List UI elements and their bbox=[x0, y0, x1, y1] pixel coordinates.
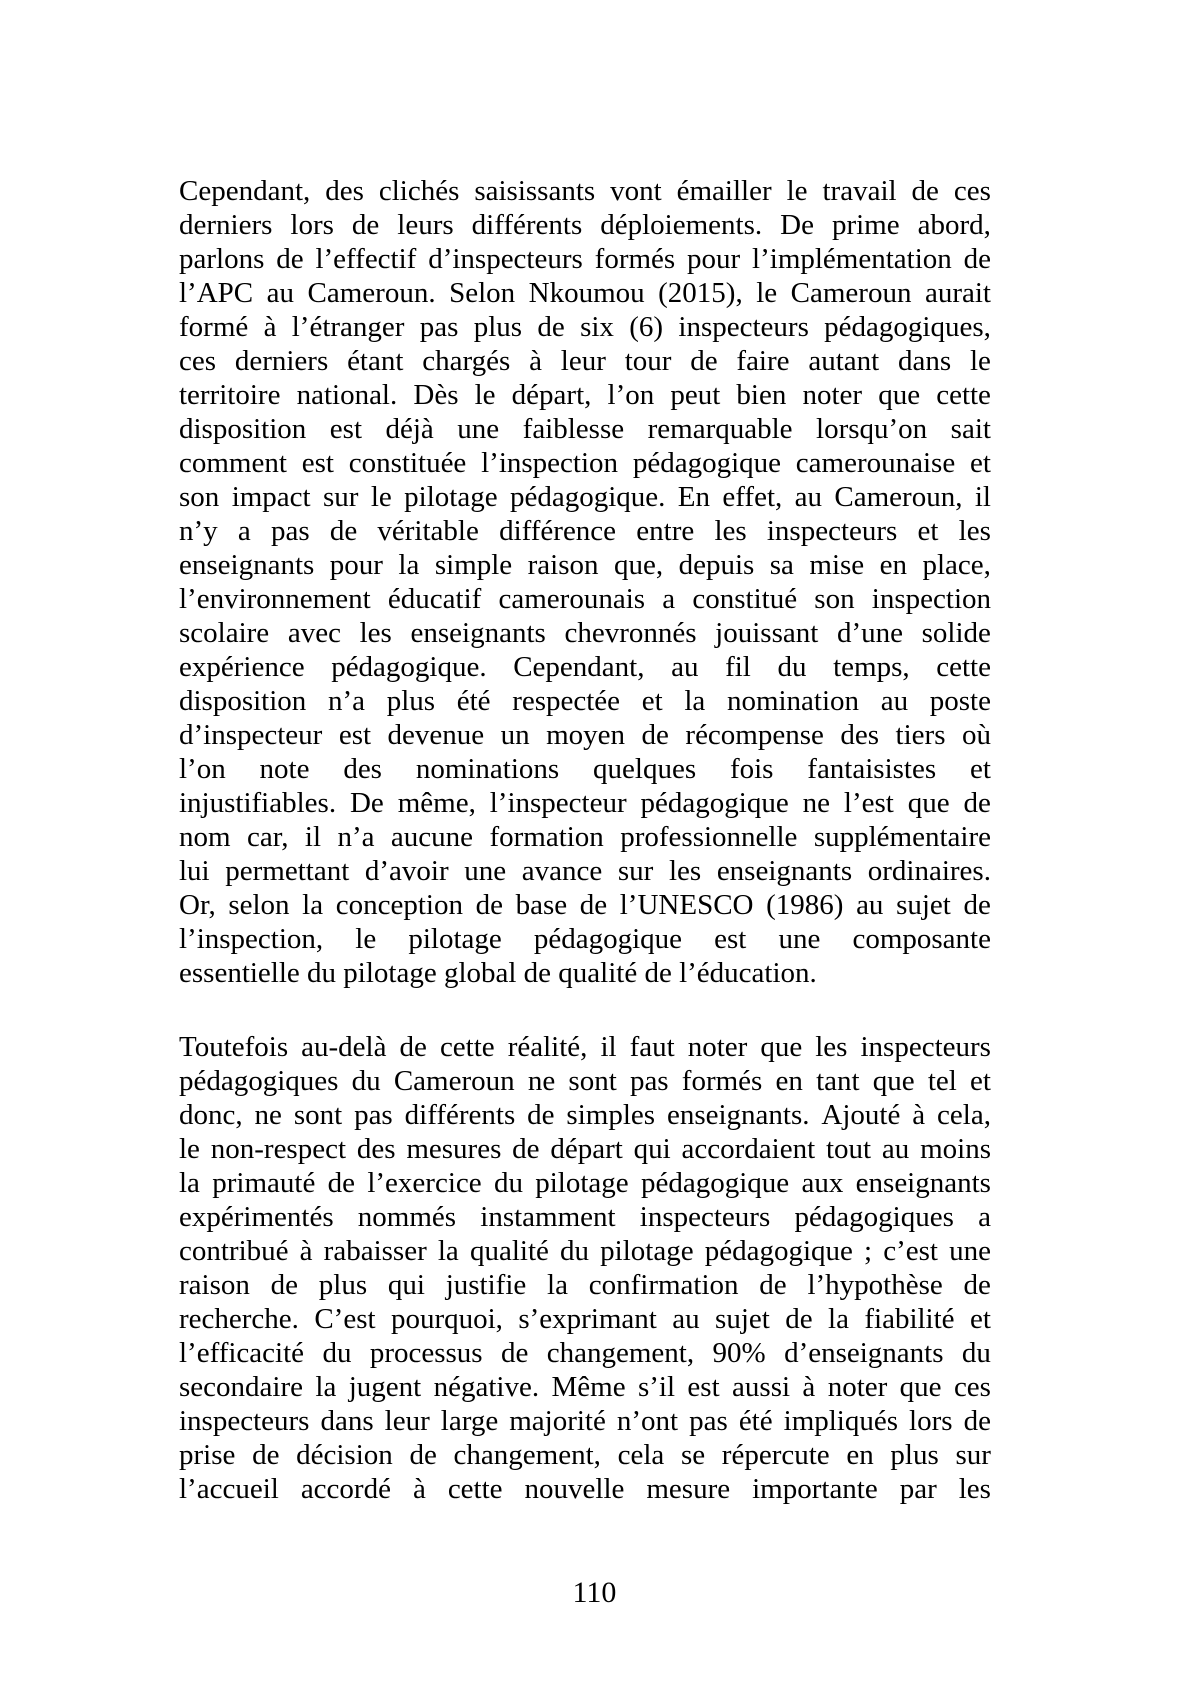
body-text bbox=[179, 174, 991, 1506]
text-line: disposition n’a plus été respectée et la nomination au poste bbox=[179, 685, 991, 717]
text-line: l’accueil accordé à cette nouvelle mesure importante par les bbox=[179, 1473, 991, 1505]
page-number: 110 bbox=[572, 1576, 617, 1609]
text-line: donc, ne sont pas différents de simples enseignants. Ajouté à cela, bbox=[179, 1099, 991, 1131]
text-line: formé à l’étranger pas plus de six (6) inspecteurs pédagogiques, bbox=[179, 311, 991, 343]
text-line: nom car, il n’a aucune formation professionnelle supplémentaire bbox=[179, 821, 991, 853]
text-line: injustifiables. De même, l’inspecteur pédagogique ne l’est que de bbox=[179, 787, 991, 819]
text-line: ces derniers étant chargés à leur tour de faire autant dans le bbox=[179, 345, 991, 377]
text-line: recherche. C’est pourquoi, s’exprimant au sujet de la fiabilité et bbox=[179, 1303, 991, 1335]
text-line: d’inspecteur est devenue un moyen de récompense des tiers où bbox=[179, 719, 991, 751]
text-line: expérimentés nommés instamment inspecteurs pédagogiques a bbox=[179, 1201, 991, 1233]
text-line: l’on note des nominations quelques fois fantaisistes et bbox=[179, 753, 991, 785]
text-line: parlons de l’effectif d’inspecteurs formés pour l’implémentation de bbox=[179, 243, 991, 275]
text-line: prise de décision de changement, cela se répercute en plus sur bbox=[179, 1439, 991, 1471]
text-line: n’y a pas de véritable différence entre les inspecteurs et les bbox=[179, 515, 991, 547]
text-line: expérience pédagogique. Cependant, au fil du temps, cette bbox=[179, 651, 991, 683]
text-line: le non-respect des mesures de départ qui accordaient tout au moins bbox=[179, 1133, 991, 1165]
text-line: la primauté de l’exercice du pilotage pédagogique aux enseignants bbox=[179, 1167, 991, 1199]
text-line: l’inspection, le pilotage pédagogique est une composante bbox=[179, 923, 991, 955]
text-line: comment est constituée l’inspection pédagogique camerounaise et bbox=[179, 447, 991, 479]
text-line: pédagogiques du Cameroun ne sont pas formés en tant que tel et bbox=[179, 1065, 991, 1097]
text-line: Cependant, des clichés saisissants vont émailler le travail de ces bbox=[179, 175, 991, 207]
text-line: enseignants pour la simple raison que, depuis sa mise en place, bbox=[179, 549, 991, 581]
text-line: essentielle du pilotage global de qualité de l’éducation. bbox=[179, 957, 817, 989]
paragraph bbox=[179, 1030, 991, 1506]
text-line: l’APC au Cameroun. Selon Nkoumou (2015), le Cameroun aurait bbox=[179, 277, 991, 309]
text-line: territoire national. Dès le départ, l’on peut bien noter que cette bbox=[179, 379, 991, 411]
text-line: derniers lors de leurs différents déploiements. De prime abord, bbox=[179, 209, 991, 241]
text-line: Toutefois au-delà de cette réalité, il faut noter que les inspecteurs bbox=[179, 1031, 991, 1063]
text-line: Or, selon la conception de base de l’UNESCO (1986) au sujet de bbox=[179, 889, 991, 921]
text-line: contribué à rabaisser la qualité du pilotage pédagogique ; c’est une bbox=[179, 1235, 991, 1267]
text-line: scolaire avec les enseignants chevronnés jouissant d’une solide bbox=[179, 617, 991, 649]
paragraph bbox=[179, 174, 991, 990]
text-line: l’efficacité du processus de changement, 90% d’enseignants du bbox=[179, 1337, 991, 1369]
text-line: secondaire la jugent négative. Même s’il est aussi à noter que ces bbox=[179, 1371, 991, 1403]
text-line: son impact sur le pilotage pédagogique. En effet, au Cameroun, il bbox=[179, 481, 991, 513]
text-line: disposition est déjà une faiblesse remarquable lorsqu’on sait bbox=[179, 413, 991, 445]
text-line: raison de plus qui justifie la confirmation de l’hypothèse de bbox=[179, 1269, 991, 1301]
text-line: inspecteurs dans leur large majorité n’ont pas été impliqués lors de bbox=[179, 1405, 991, 1437]
text-line: l’environnement éducatif camerounais a constitué son inspection bbox=[179, 583, 991, 615]
text-line: lui permettant d’avoir une avance sur les enseignants ordinaires. bbox=[179, 855, 991, 887]
